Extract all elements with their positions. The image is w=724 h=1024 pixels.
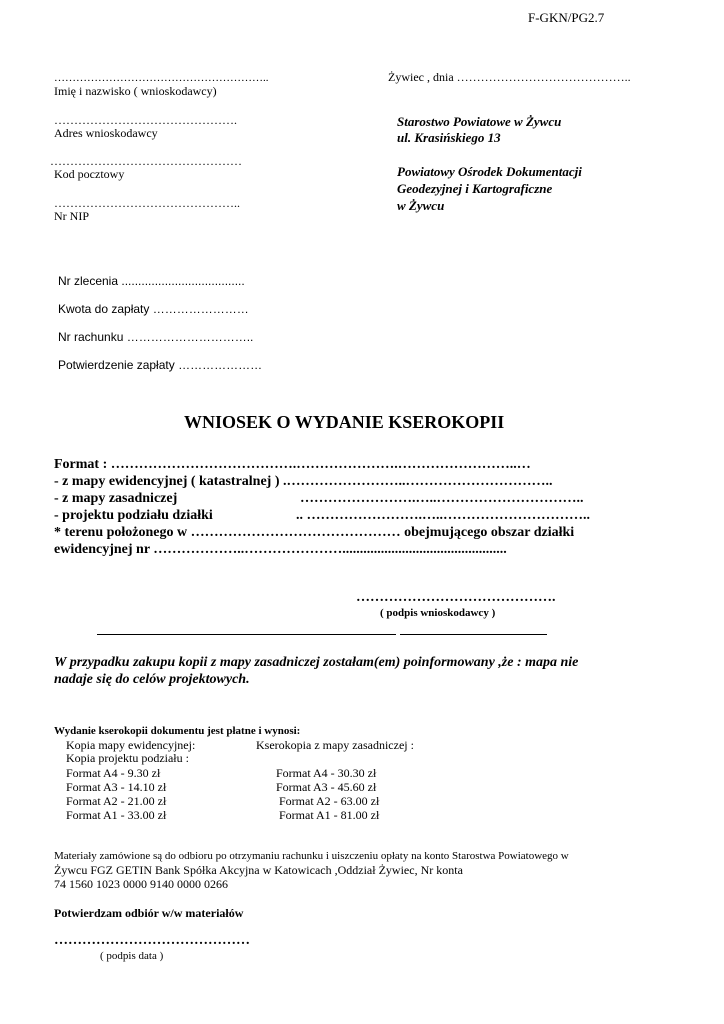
fee-right-row: Format A1 - 81.00 zł: [279, 808, 380, 822]
recipient-line-5: w Żywcu: [397, 198, 445, 213]
recipient-line-1: Starostwo Powiatowe w Żywcu: [397, 114, 562, 129]
payment-confirmation-field[interactable]: Potwierdzenie zapłaty …………………: [58, 358, 263, 372]
applicant-nip-label: Nr NIP: [54, 209, 89, 223]
zasad-map-field[interactable]: …………………….…..…………………………..: [300, 491, 584, 506]
applicant-name-label: Imię i nazwisko ( wnioskodawcy): [54, 84, 217, 98]
separator-line-left: [97, 634, 396, 635]
separator-line-right: [400, 634, 547, 635]
order-number-field[interactable]: Nr zlecenia .....................................: [58, 274, 245, 288]
place-date-field[interactable]: Żywiec , dnia ……………………………………..: [388, 70, 631, 84]
receipt-confirm-label: Potwierdzam odbiór w/w materiałów: [54, 906, 244, 920]
zasad-map-label: - z mapy zasadniczej: [54, 491, 178, 506]
invoice-number-field[interactable]: Nr rachunku …………………………..: [58, 330, 254, 344]
applicant-signature-label: ( podpis wnioskodawcy ): [380, 607, 496, 619]
ewid-map-field[interactable]: - z mapy ewidencyjnej ( katastralnej ) .……………………..…………………………..: [54, 474, 553, 489]
fee-right-row: Format A4 - 30.30 zł: [276, 766, 377, 780]
applicant-address-label: Adres wnioskodawcy: [54, 126, 158, 140]
form-code: F-GKN/PG2.7: [528, 10, 605, 25]
podzial-label: - projektu podziału działki: [54, 508, 213, 523]
applicant-nip-dots[interactable]: ………………………………………..: [54, 196, 240, 210]
bank-account-number: 74 1560 1023 0000 9140 0000 0266: [54, 877, 228, 891]
fee-left-row: Format A4 - 9.30 zł: [66, 766, 161, 780]
applicant-name-dots[interactable]: …………………………………………………..: [54, 72, 269, 84]
payment-info-line-2: Żywcu FGZ GETIN Bank Spółka Akcyjna w Katowicach ,Oddział Żywiec, Nr konta: [54, 863, 463, 877]
fee-right-row: Format A2 - 63.00 zł: [279, 794, 380, 808]
recipient-line-2: ul. Krasińskiego 13: [397, 130, 501, 145]
notice-line-2: nadaje się do celów projektowych.: [54, 672, 250, 687]
fee-left-row: Format A2 - 21.00 zł: [66, 794, 167, 808]
fee-right-row: Format A3 - 45.60 zł: [276, 780, 377, 794]
teren-field[interactable]: * terenu położonego w ……………………………………… obejmującego obszar działki: [54, 525, 575, 540]
ewid-number-field[interactable]: ewidencyjnej nr ………………..…………………...............................................: [54, 542, 507, 557]
notice-line-1: W przypadku zakupu kopii z mapy zasadniczej zostałam(em) poinformowany ,że : mapa nie: [54, 655, 579, 670]
document-title: WNIOSEK O WYDANIE KSEROKOPII: [184, 412, 505, 432]
recipient-line-3: Powiatowy Ośrodek Dokumentacji: [397, 164, 582, 179]
applicant-postal-dots[interactable]: …………………………………………: [50, 154, 242, 168]
applicant-signature-field[interactable]: …………………………………….: [356, 590, 556, 605]
fee-left-row: Format A1 - 33.00 zł: [66, 808, 167, 822]
applicant-postal-label: Kod pocztowy: [54, 167, 125, 181]
podzial-field[interactable]: .. …………………….…..…………………………..: [296, 508, 590, 523]
fees-zasad-title: Kserokopia z mapy zasadniczej :: [256, 738, 414, 752]
receipt-signature-field[interactable]: ……………………………………: [54, 933, 250, 948]
fee-left-row: Format A3 - 14.10 zł: [66, 780, 167, 794]
amount-field[interactable]: Kwota do zapłaty ……………………: [58, 302, 249, 316]
receipt-signature-label: ( podpis data ): [100, 950, 164, 962]
fees-ewid-title: Kopia mapy ewidencyjnej:: [66, 738, 196, 752]
format-field[interactable]: Format : ………………………………….………………….……………………..…: [54, 457, 531, 472]
fees-podzial-title: Kopia projektu podziału :: [66, 751, 189, 765]
recipient-line-4: Geodezyjnej i Kartograficzne: [397, 181, 553, 196]
fees-header: Wydanie kserokopii dokumentu jest płatne i wynosi:: [54, 725, 301, 737]
payment-info-line-1: Materiały zamówione są do odbioru po otrzymaniu rachunku i uiszczeniu opłaty na konto Starostwa Powiatowego w: [54, 850, 569, 862]
applicant-address-dots[interactable]: ……………………………………….: [54, 113, 237, 127]
